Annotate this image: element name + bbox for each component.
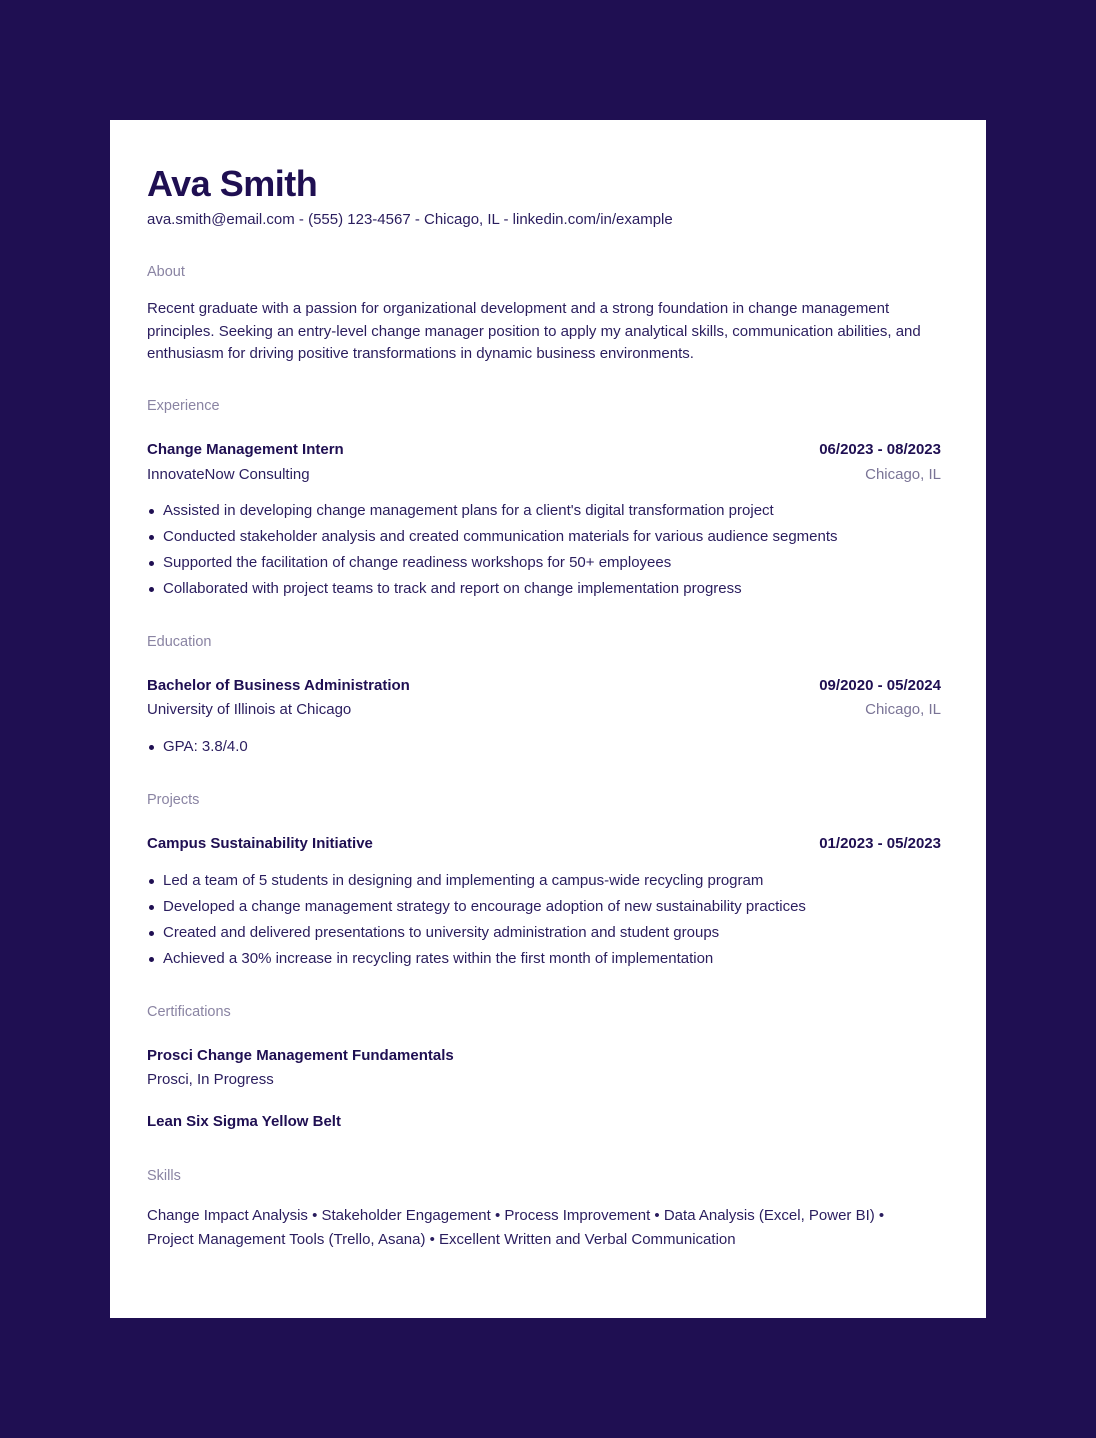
experience-heading: Experience	[147, 398, 220, 414]
experience-dates: 06/2023 - 08/2023	[819, 441, 941, 458]
education-degree: Bachelor of Business Administration	[147, 677, 410, 694]
list-item: Conducted stakeholder analysis and created communication materials for various audience segments	[163, 524, 941, 550]
candidate-name: Ava Smith	[147, 163, 318, 204]
education-school: University of Illinois at Chicago	[147, 701, 352, 718]
projects-heading: Projects	[147, 792, 200, 808]
experience-company: InnovateNow Consulting	[147, 466, 310, 483]
project-dates: 01/2023 - 05/2023	[819, 835, 941, 852]
list-item: Assisted in developing change management plans for a client's digital transformation project	[163, 498, 941, 524]
project-title-row	[147, 833, 941, 855]
education-degree-row	[147, 675, 941, 697]
experience-title-row	[147, 439, 941, 461]
list-item: Supported the facilitation of change readiness workshops for 50+ employees	[163, 550, 941, 576]
list-item: GPA: 3.8/4.0	[163, 734, 941, 760]
certification-1-detail: Prosci, In Progress	[147, 1071, 274, 1088]
experience-company-row	[147, 464, 941, 486]
certification-2-row	[147, 1111, 941, 1133]
education-bullets	[147, 734, 941, 760]
list-item: Collaborated with project teams to track and report on change implementation progress	[163, 576, 941, 602]
contact-line: ava.smith@email.com - (555) 123-4567 - Chicago, IL - linkedin.com/in/example	[147, 211, 673, 228]
skills-line-1: Change Impact Analysis • Stakeholder Engagement • Process Improvement • Data Analysis (Excel, Power BI) •	[147, 1207, 885, 1224]
education-dates: 09/2020 - 05/2024	[819, 677, 941, 694]
list-item: Created and delivered presentations to university administration and student groups	[163, 920, 941, 946]
education-location: Chicago, IL	[865, 701, 941, 718]
project-bullets	[147, 868, 941, 972]
skills-line-2-row	[147, 1229, 941, 1251]
list-item: Led a team of 5 students in designing and implementing a campus-wide recycling program	[163, 868, 941, 894]
certification-1-name: Prosci Change Management Fundamentals	[147, 1047, 454, 1064]
experience-bullets	[147, 498, 941, 602]
about-text: Recent graduate with a passion for organizational development and a strong foundation in change management principles. Seeking an entry-level change manager position to apply my analytical skills, communication abilities, and enthusiasm for driving positive transformations in dynamic business environments.	[147, 300, 921, 362]
certification-1-detail-row	[147, 1069, 941, 1091]
resume-page	[110, 120, 986, 1318]
skills-line-1-row	[147, 1205, 941, 1227]
about-heading: About	[147, 264, 185, 280]
list-item: Developed a change management strategy to encourage adoption of new sustainability practices	[163, 894, 941, 920]
certifications-heading: Certifications	[147, 1004, 231, 1020]
education-heading: Education	[147, 634, 212, 650]
skills-heading: Skills	[147, 1168, 181, 1184]
experience-location: Chicago, IL	[865, 466, 941, 483]
project-title: Campus Sustainability Initiative	[147, 835, 373, 852]
education-school-row	[147, 699, 941, 721]
list-item: Achieved a 30% increase in recycling rates within the first month of implementation	[163, 946, 941, 972]
experience-title: Change Management Intern	[147, 441, 344, 458]
certification-1-row	[147, 1045, 941, 1067]
certification-2-name: Lean Six Sigma Yellow Belt	[147, 1113, 341, 1130]
skills-line-2: Project Management Tools (Trello, Asana) • Excellent Written and Verbal Communication	[147, 1231, 736, 1248]
